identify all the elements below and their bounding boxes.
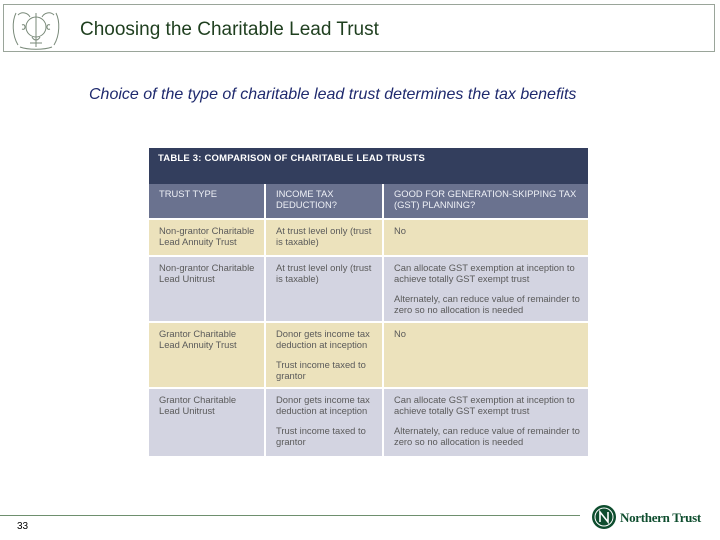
page-number: 33 — [17, 521, 29, 532]
deduction-cell — [265, 256, 383, 322]
gst-text: Can allocate GST exemption at inception to achieve totally GST exempt trust — [394, 394, 575, 416]
deduction-text: At trust level only (trust is taxable) — [276, 225, 372, 247]
trust-type-cell: Grantor Charitable Lead Annuity Trust — [149, 322, 265, 388]
table-row — [149, 219, 588, 256]
slide-subtitle: Choice of the type of charitable lead trust determines the tax benefits — [89, 86, 577, 103]
gst-text: Alternately, can reduce value of remainder to zero so no allocation is needed — [394, 425, 580, 447]
deduction-cell — [265, 322, 383, 388]
trust-type-cell: Non-grantor Charitable Lead Unitrust — [149, 256, 265, 322]
slide-title: Choosing the Charitable Lead Trust — [80, 19, 379, 40]
table-caption: TABLE 3: COMPARISON OF CHARITABLE LEAD TRUSTS — [149, 147, 588, 184]
table-row — [149, 322, 588, 388]
table-row — [149, 388, 588, 456]
northern-trust-emblem-icon — [591, 503, 617, 536]
trust-type-cell: Grantor Charitable Lead Unitrust — [149, 388, 265, 456]
deduction-text: Donor gets income tax deduction at inception — [276, 394, 370, 416]
deduction-text: Trust income taxed to grantor — [276, 425, 366, 447]
deduction-text: Donor gets income tax deduction at inception — [276, 328, 370, 350]
comparison-table — [149, 146, 588, 456]
comparison-table-container — [149, 146, 588, 456]
gst-cell — [383, 219, 588, 256]
crest-logo-icon — [8, 7, 64, 51]
trust-type-cell: Non-grantor Charitable Lead Annuity Trust — [149, 219, 265, 256]
gst-text: No — [394, 328, 406, 339]
column-header-trust-type: TRUST TYPE — [149, 184, 265, 219]
slide-header — [3, 4, 715, 52]
footer-divider — [0, 515, 580, 516]
gst-text: Can allocate GST exemption at inception to achieve totally GST exempt trust — [394, 262, 575, 284]
gst-cell — [383, 256, 588, 322]
table-row — [149, 256, 588, 322]
northern-trust-wordmark: Northern Trust — [620, 510, 701, 525]
deduction-text: At trust level only (trust is taxable) — [276, 262, 372, 284]
northern-trust-logo — [591, 503, 711, 533]
column-header-gst-planning: GOOD FOR GENERATION-SKIPPING TAX (GST) PLANNING? — [383, 184, 588, 219]
deduction-cell — [265, 219, 383, 256]
gst-text: Alternately, can reduce value of remainder to zero so no allocation is needed — [394, 293, 580, 315]
column-header-income-tax-deduction: INCOME TAX DEDUCTION? — [265, 184, 383, 219]
gst-cell — [383, 388, 588, 456]
gst-cell — [383, 322, 588, 388]
deduction-cell — [265, 388, 383, 456]
deduction-text: Trust income taxed to grantor — [276, 359, 366, 381]
gst-text: No — [394, 225, 406, 236]
